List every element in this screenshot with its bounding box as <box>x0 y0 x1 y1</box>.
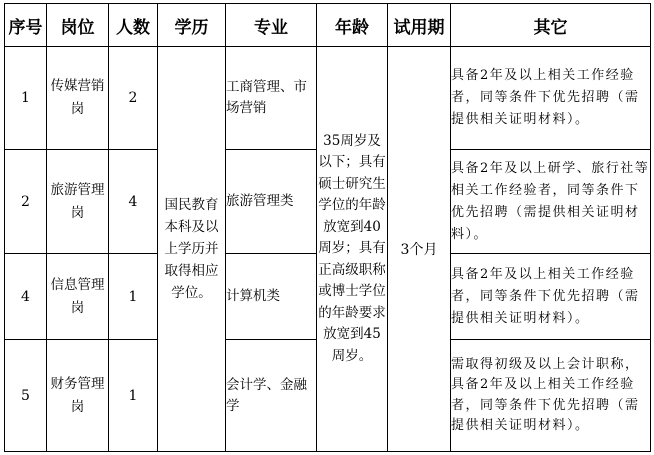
header-row <box>5 4 651 47</box>
post-name: 信息管理岗 <box>47 254 109 340</box>
education-requirement: 国民教育本科及以上学历并取得相应学位。 <box>158 47 226 452</box>
header-cell-count: 人数 <box>109 4 158 47</box>
other-requirement: 具备2年及以上相关工作经验者，同等条件下优先招聘（需提供相关证明材料）。 <box>451 47 651 150</box>
headcount: 4 <box>109 150 158 254</box>
post-name: 旅游管理岗 <box>47 150 109 254</box>
header-cell-post: 岗位 <box>47 4 109 47</box>
other-requirement: 具备2年及以上相关工作经验者，同等条件下优先招聘（需提供相关证明材料）。 <box>451 254 651 340</box>
header-cell-education: 学历 <box>158 4 226 47</box>
major-requirement: 工商管理、市场营销 <box>226 47 317 150</box>
header-cell-age: 年龄 <box>317 4 388 47</box>
major-requirement: 旅游管理类 <box>226 150 317 254</box>
post-name: 传媒营销岗 <box>47 47 109 150</box>
header-cell-major: 专业 <box>226 4 317 47</box>
table-row <box>5 47 651 150</box>
header-cell-no: 序号 <box>5 4 47 47</box>
probation-period: 3个月 <box>388 47 451 452</box>
headcount: 1 <box>109 254 158 340</box>
age-requirement: 35周岁及以下；具有硕士研究生学位的年龄放宽到40周岁；具有正高级职称或博士学位的年龄要求放宽到45周岁。 <box>317 47 388 452</box>
row-number: 2 <box>5 150 47 254</box>
header-cell-probation: 试用期 <box>388 4 451 47</box>
row-number: 5 <box>5 340 47 452</box>
major-requirement: 计算机类 <box>226 254 317 340</box>
recruitment-table <box>4 3 651 452</box>
row-number: 4 <box>5 254 47 340</box>
other-requirement: 需取得初级及以上会计职称，具备2年及以上相关工作经验者，同等条件下优先招聘（需提供相关证明材料）。 <box>451 340 651 452</box>
headcount: 1 <box>109 340 158 452</box>
post-name: 财务管理岗 <box>47 340 109 452</box>
headcount: 2 <box>109 47 158 150</box>
major-requirement: 会计学、金融学 <box>226 340 317 452</box>
other-requirement: 具备2年及以上研学、旅行社等相关工作经验者，同等条件下优先招聘（需提供相关证明材料）。 <box>451 150 651 254</box>
header-cell-other: 其它 <box>451 4 651 47</box>
row-number: 1 <box>5 47 47 150</box>
